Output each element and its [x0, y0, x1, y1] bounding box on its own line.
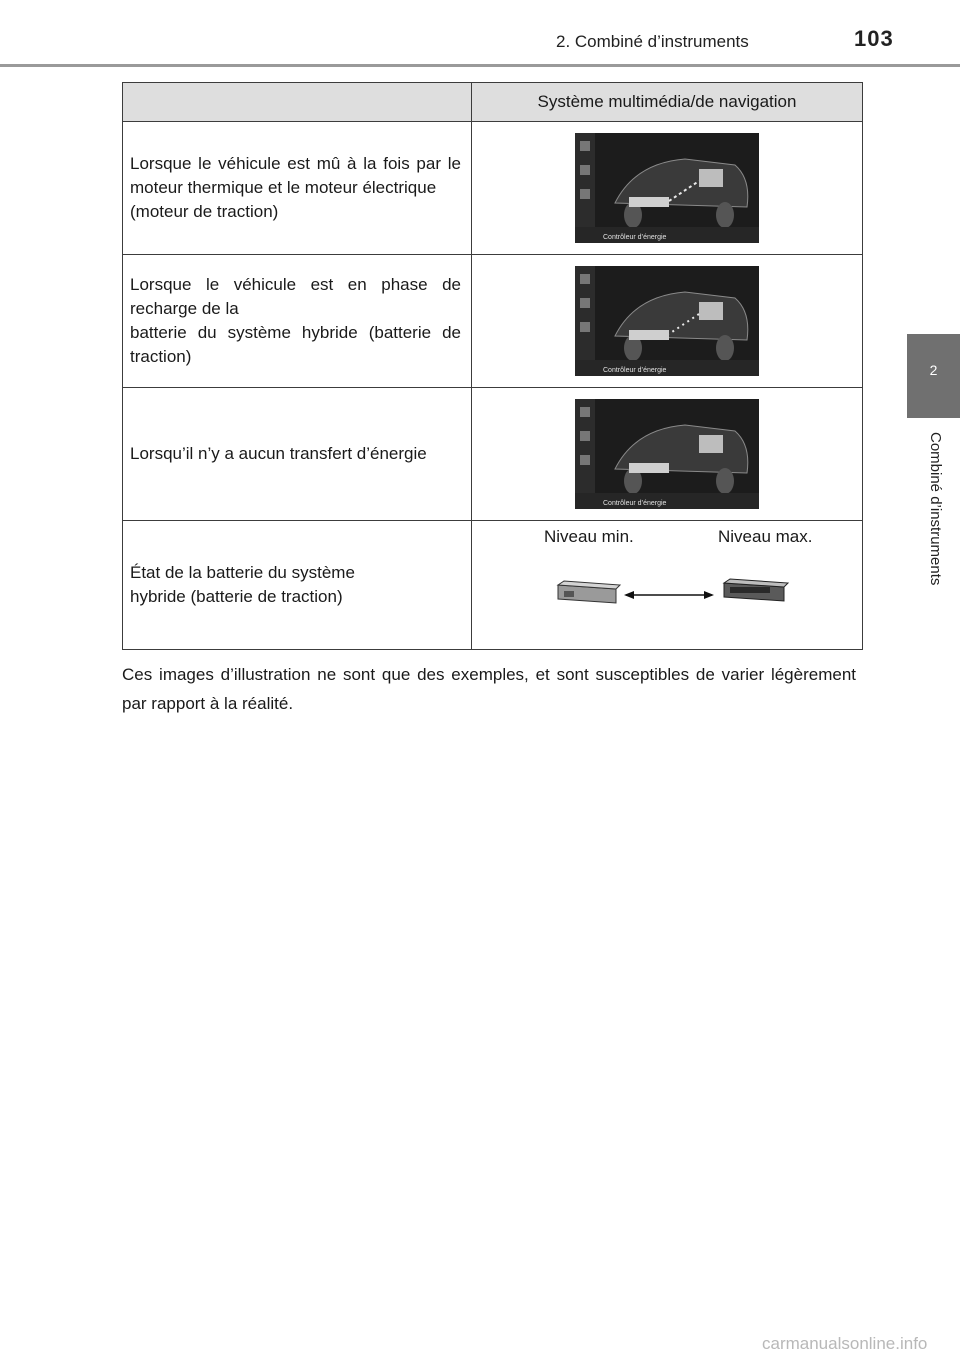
double-arrow-icon — [624, 591, 714, 599]
page-header — [0, 0, 960, 66]
table-row — [123, 521, 863, 650]
row-description-line: batterie du système hybride (batterie de traction) — [130, 323, 461, 366]
header-rule — [0, 64, 960, 67]
chapter-label: Combiné d’instruments — [927, 432, 944, 586]
row-description — [123, 388, 472, 521]
illustration-note: Ces images d’illustration ne sont que des exemples, et sont susceptibles de varier légèrement par rapport à la réalité. — [122, 665, 856, 713]
screen-caption: Contrôleur d’énergie — [603, 367, 667, 374]
row-image-cell — [472, 388, 863, 521]
row-description-line: Lorsqu’il n’y a aucun transfert d’énergie — [130, 444, 427, 463]
table-row — [123, 122, 863, 255]
chapter-number: 2 — [929, 362, 938, 378]
level-min-label: Niveau min. — [544, 527, 634, 546]
battery-level-cell — [472, 521, 863, 650]
energy-monitor-screen-image — [575, 266, 759, 376]
row-description — [123, 521, 472, 650]
row-description-line: État de la batterie du système — [130, 563, 355, 582]
table-header-row — [123, 83, 863, 122]
row-image-cell — [472, 255, 863, 388]
table-row — [123, 255, 863, 388]
row-description-line: Lorsque le véhicule est mû à la fois par le moteur thermique et le moteur électrique — [130, 154, 461, 197]
row-description-line: (moteur de traction) — [130, 202, 279, 221]
table-row — [123, 388, 863, 521]
page-number: 103 — [854, 26, 894, 51]
row-description — [123, 255, 472, 388]
energy-monitor-screen-image — [575, 133, 759, 243]
table-header-empty — [123, 83, 472, 122]
row-description-line: Lorsque le véhicule est en phase de recharge de la — [130, 275, 461, 318]
row-description-line: hybride (batterie de traction) — [130, 587, 343, 606]
battery-min-icon — [558, 581, 620, 603]
screen-caption: Contrôleur d’énergie — [603, 500, 667, 507]
section-title: 2. Combiné d’instruments — [556, 32, 749, 51]
energy-monitor-table — [122, 82, 863, 650]
energy-monitor-screen-image — [575, 399, 759, 509]
screen-caption: Contrôleur d’énergie — [603, 234, 667, 241]
battery-max-icon — [724, 579, 788, 601]
row-description — [123, 122, 472, 255]
row-image-cell — [472, 122, 863, 255]
chapter-tab — [907, 334, 960, 418]
level-max-label: Niveau max. — [718, 527, 813, 546]
table-header-system: Système multimédia/de navigation — [472, 83, 863, 122]
watermark: carmanualsonline.info — [762, 1334, 928, 1353]
battery-level-illustration — [554, 577, 794, 617]
